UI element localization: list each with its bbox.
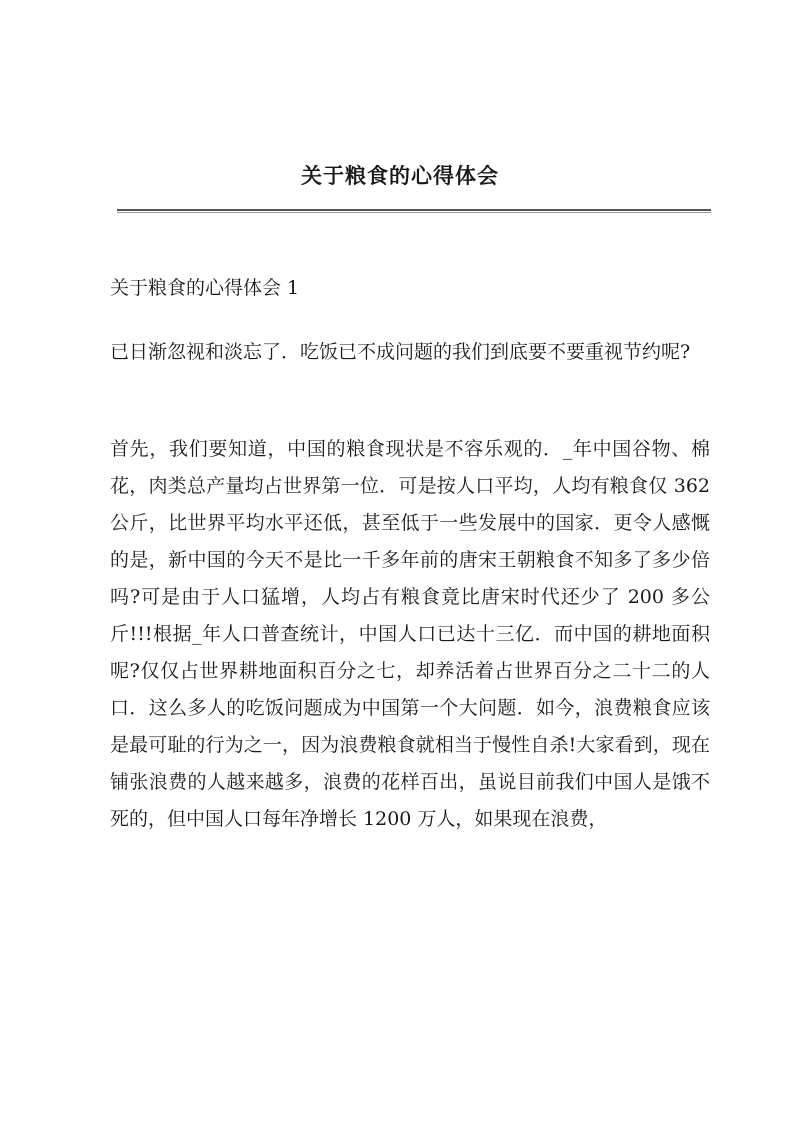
paragraph-1: 已日渐忽视和淡忘了．吃饭已不成问题的我们到底要不要重视节约呢? <box>110 341 691 363</box>
document-body <box>110 270 710 838</box>
section-heading: 关于粮食的心得体会 1 <box>110 277 300 299</box>
paragraph-2: 首先，我们要知道，中国的粮食现状是不容乐观的．_年中国谷物、棉花，肉类总产量均占世界第一位．可是按人口平均，人均有粮食仅 362 公斤，比世界平均水平还低，甚至低于一些发展中的国家．更令人感慨的是，新中国的今天不是比一千多年前的唐宋王朝粮食不知多了多少倍吗?可是由于人口猛增，人均占有粮食竟比唐宋时代还少了 200 多公斤!!!根据_年人口普查统计，中国人口已达十三亿．而中国的耕地面积呢?仅仅占世界耕地面积百分之七，却养活着占世界百分之二十二的人口．这么多人的吃饭问题成为中国第一个大问题．如今，浪费粮食应该是最可耻的行为之一，因为浪费粮食就相当于慢性自杀!大家看到，现在铺张浪费的人越来越多，浪费的花样百出，虽说目前我们中国人是饿不死的，但中国人口每年净增长 1200 万人，如果现在浪费， <box>110 438 710 830</box>
paragraph-spacer <box>110 408 710 431</box>
page-title: 关于粮食的心得体会 <box>301 163 499 188</box>
title-divider <box>117 209 711 213</box>
